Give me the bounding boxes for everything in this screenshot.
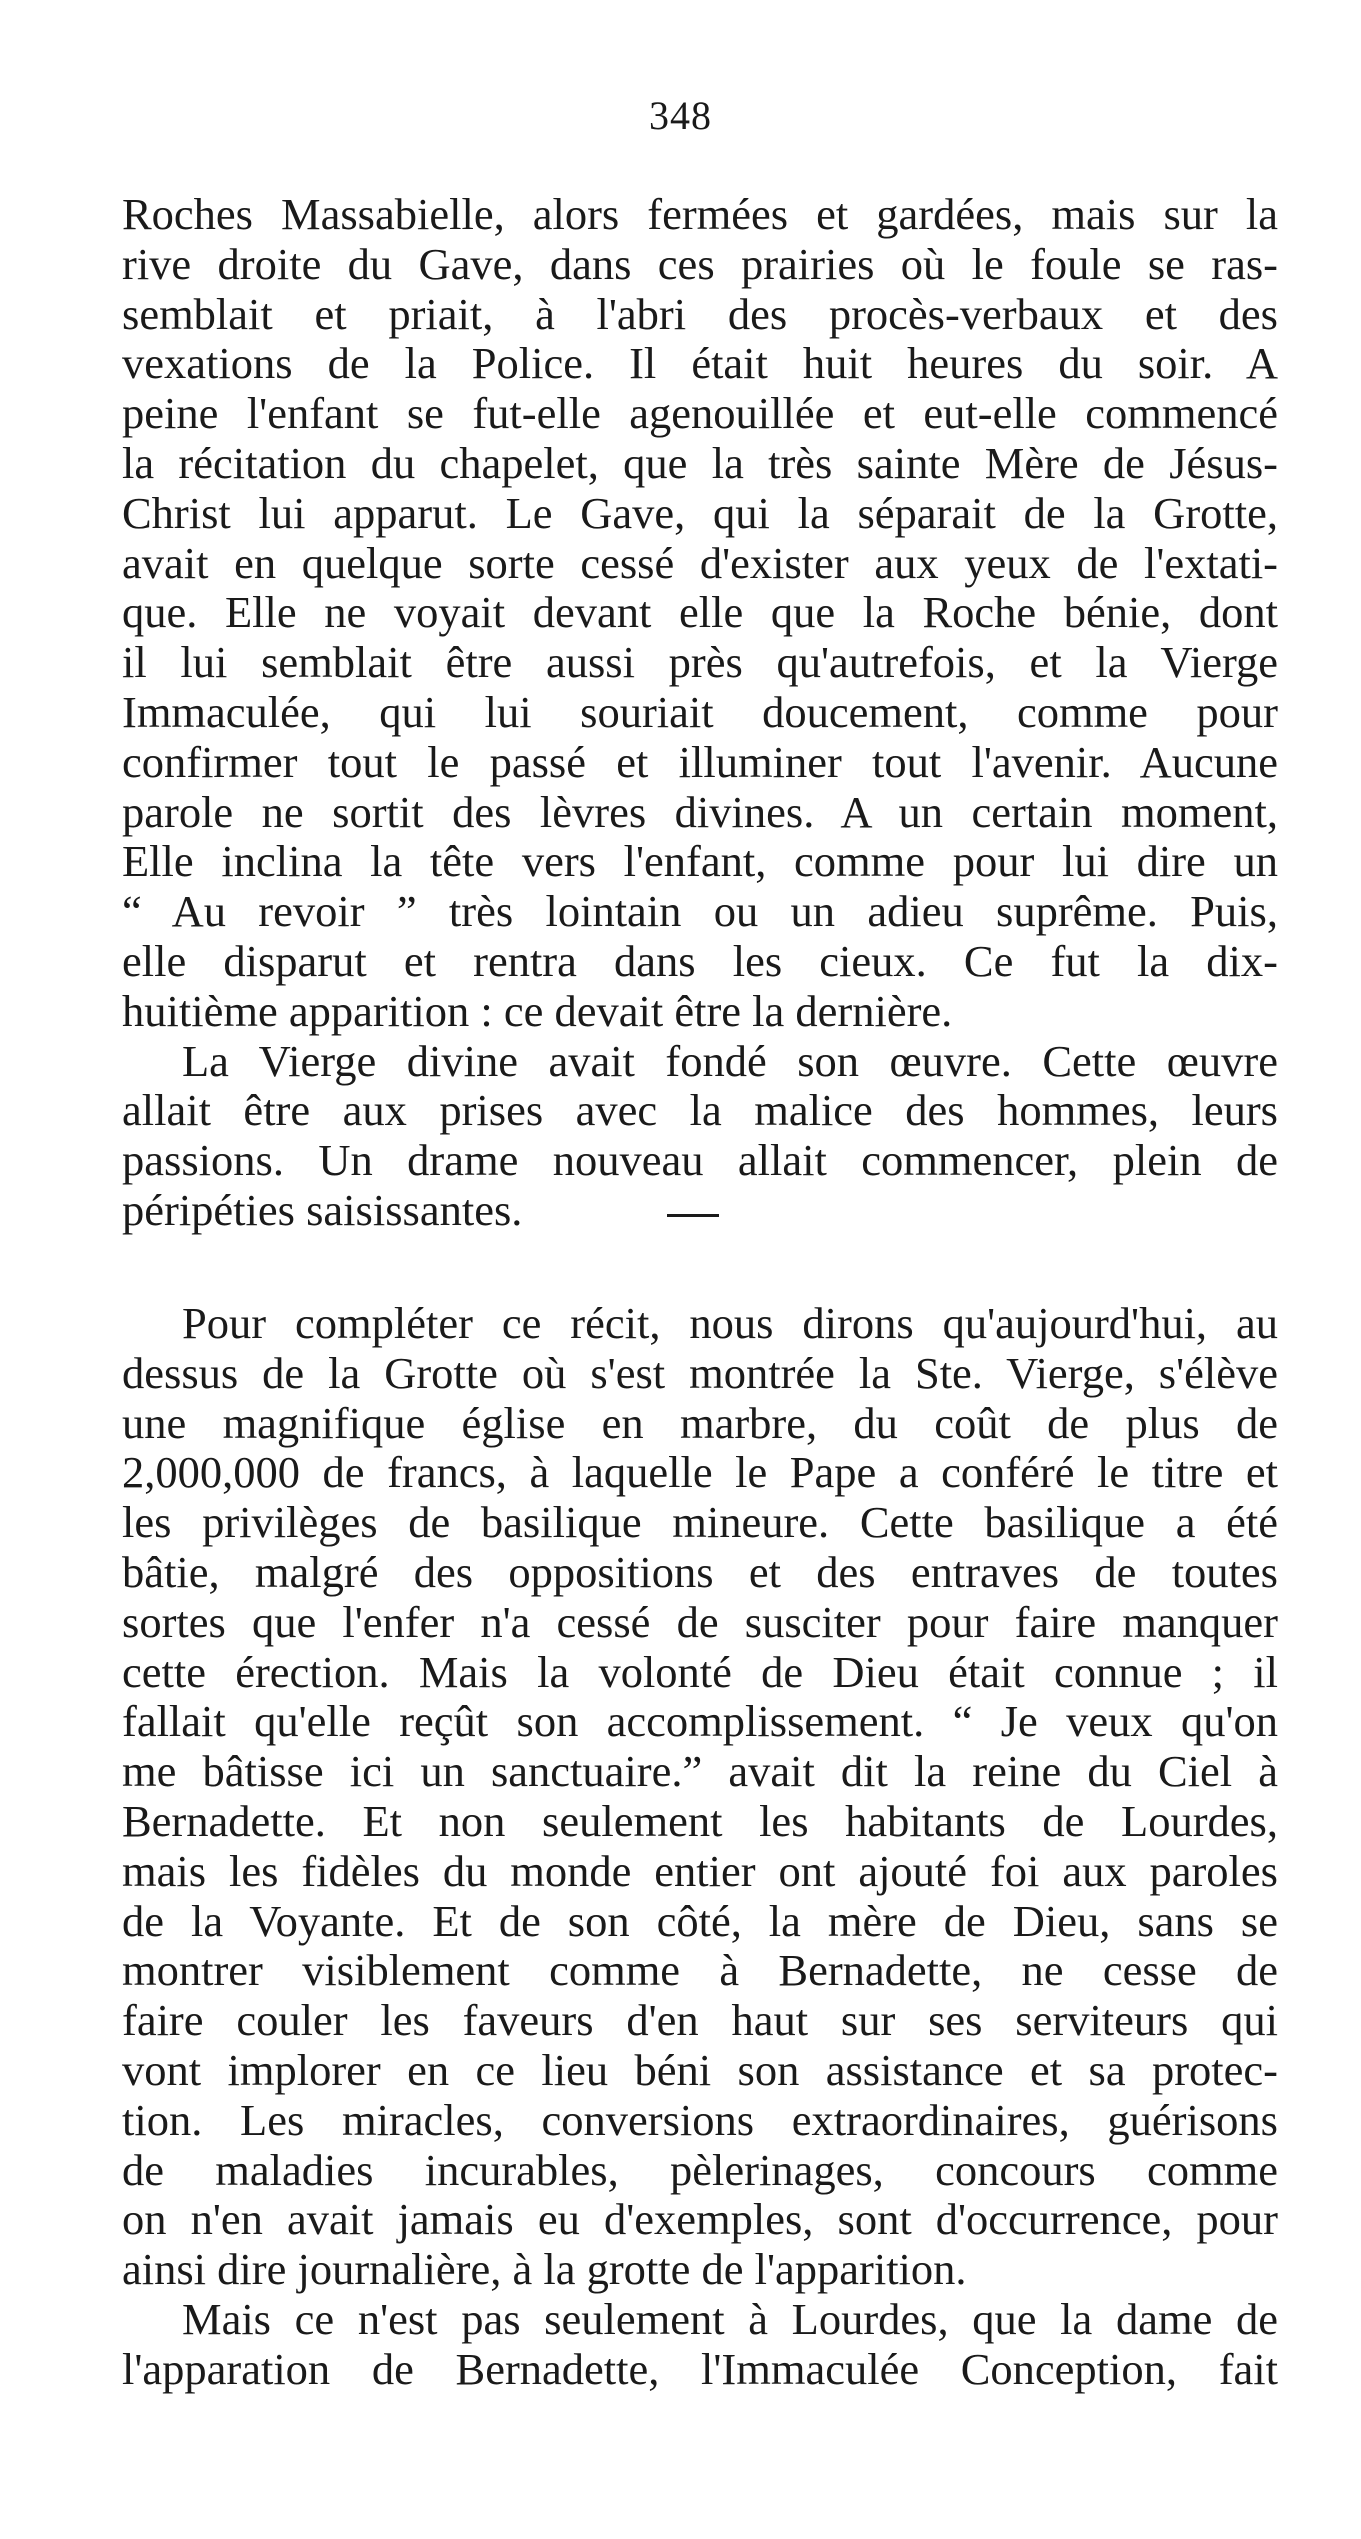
text-line: péripéties saisissantes. <box>122 1184 523 1235</box>
text-line: que. Elle ne voyait devant elle que la Roche bénie, dont <box>122 587 1278 638</box>
text-line: tion. Les miracles, conversions extraordinaires, guérisons <box>122 2094 1278 2145</box>
text-line: Bernadette. Et non seulement les habitants de Lourdes, <box>122 1795 1278 1846</box>
text-line: La Vierge divine avait fondé son œuvre. Cette œuvre <box>182 1035 1278 1086</box>
text-line: Roches Massabielle, alors fermées et gardées, mais sur la <box>122 189 1278 239</box>
text-line: Pour compléter ce récit, nous dirons qu'aujourd'hui, au <box>182 1298 1278 1348</box>
text-line: bâtie, malgré des oppositions et des entraves de toutes <box>122 1546 1278 1597</box>
text-line: “ Au revoir ” très lointain ou un adieu suprême. Puis, <box>122 886 1278 937</box>
text-block-basilica <box>122 1299 1278 2395</box>
text-line: faire couler les faveurs d'en haut sur ses serviteurs qui <box>122 1995 1278 2046</box>
text-line: montrer visiblement comme à Bernadette, ne cesse de <box>122 1945 1278 1996</box>
text-line: cette érection. Mais la volonté de Dieu était connue ; il <box>122 1646 1278 1697</box>
text-line: on n'en avait jamais eu d'exemples, sont d'occurrence, pour <box>122 2194 1278 2245</box>
text-line: rive droite du Gave, dans ces prairies où le foule se ras- <box>122 238 1278 289</box>
text-line: huitième apparition : ce devait être la dernière. <box>122 985 953 1036</box>
text-line: confirmer tout le passé et illuminer tout l'avenir. Aucune <box>122 736 1278 787</box>
text-line: de maladies incurables, pèlerinages, concours comme <box>122 2144 1278 2195</box>
text-line: une magnifique église en marbre, du coût de plus de <box>122 1397 1278 1448</box>
page-number: 348 <box>649 93 712 138</box>
text-line: de la Voyante. Et de son côté, la mère de Dieu, sans se <box>122 1895 1278 1946</box>
text-line: les privilèges de basilique mineure. Cette basilique a été <box>122 1497 1278 1548</box>
text-line: l'apparation de Bernadette, l'Immaculée Conception, fait <box>122 2343 1278 2394</box>
text-line: allait être aux prises avec la malice des hommes, leurs <box>122 1085 1278 1136</box>
text-line: passions. Un drame nouveau allait commencer, plein de <box>122 1135 1278 1186</box>
text-line: parole ne sortit des lèvres divines. A un certain moment, <box>122 786 1278 837</box>
text-line: Mais ce n'est pas seulement à Lourdes, que la dame de <box>182 2293 1278 2344</box>
text-line: Elle inclina la tête vers l'enfant, comme pour lui dire un <box>122 836 1278 887</box>
text-line: me bâtisse ici un sanctuaire.” avait dit la reine du Ciel à <box>122 1746 1278 1797</box>
text-line: la récitation du chapelet, que la très sainte Mère de Jésus- <box>122 437 1278 488</box>
text-line: mais les fidèles du monde entier ont ajouté foi aux paroles <box>122 1845 1278 1896</box>
text-line: il lui semblait être aussi près qu'autrefois, et la Vierge <box>122 637 1278 688</box>
section-separator-dash <box>667 1214 719 1217</box>
text-line: semblait et priait, à l'abri des procès-verbaux et des <box>122 288 1278 339</box>
text-line: vexations de la Police. Il était huit heures du soir. A <box>122 338 1278 389</box>
text-line: ainsi dire journalière, à la grotte de l'apparition. <box>122 2244 967 2295</box>
text-line: 2,000,000 de francs, à laquelle le Pape a conféré le titre et <box>122 1447 1278 1498</box>
text-line: sortes que l'enfer n'a cessé de susciter pour faire manquer <box>122 1596 1278 1647</box>
text-line: Immaculée, qui lui souriait doucement, comme pour <box>122 686 1278 737</box>
text-line: vont implorer en ce lieu béni son assistance et sa protec- <box>122 2044 1278 2095</box>
text-line: peine l'enfant se fut-elle agenouillée et eut-elle commencé <box>122 388 1278 439</box>
text-block-apparition <box>122 190 1278 1236</box>
text-line: elle disparut et rentra dans les cieux. Ce fut la dix- <box>122 935 1278 986</box>
text-line: fallait qu'elle reçût son accomplissement. “ Je veux qu'on <box>122 1696 1278 1747</box>
text-line: dessus de la Grotte où s'est montrée la Ste. Vierge, s'élève <box>122 1347 1278 1398</box>
text-line: avait en quelque sorte cessé d'exister aux yeux de l'extati- <box>122 537 1278 588</box>
text-line: Christ lui apparut. Le Gave, qui la séparait de la Grotte, <box>122 487 1278 538</box>
